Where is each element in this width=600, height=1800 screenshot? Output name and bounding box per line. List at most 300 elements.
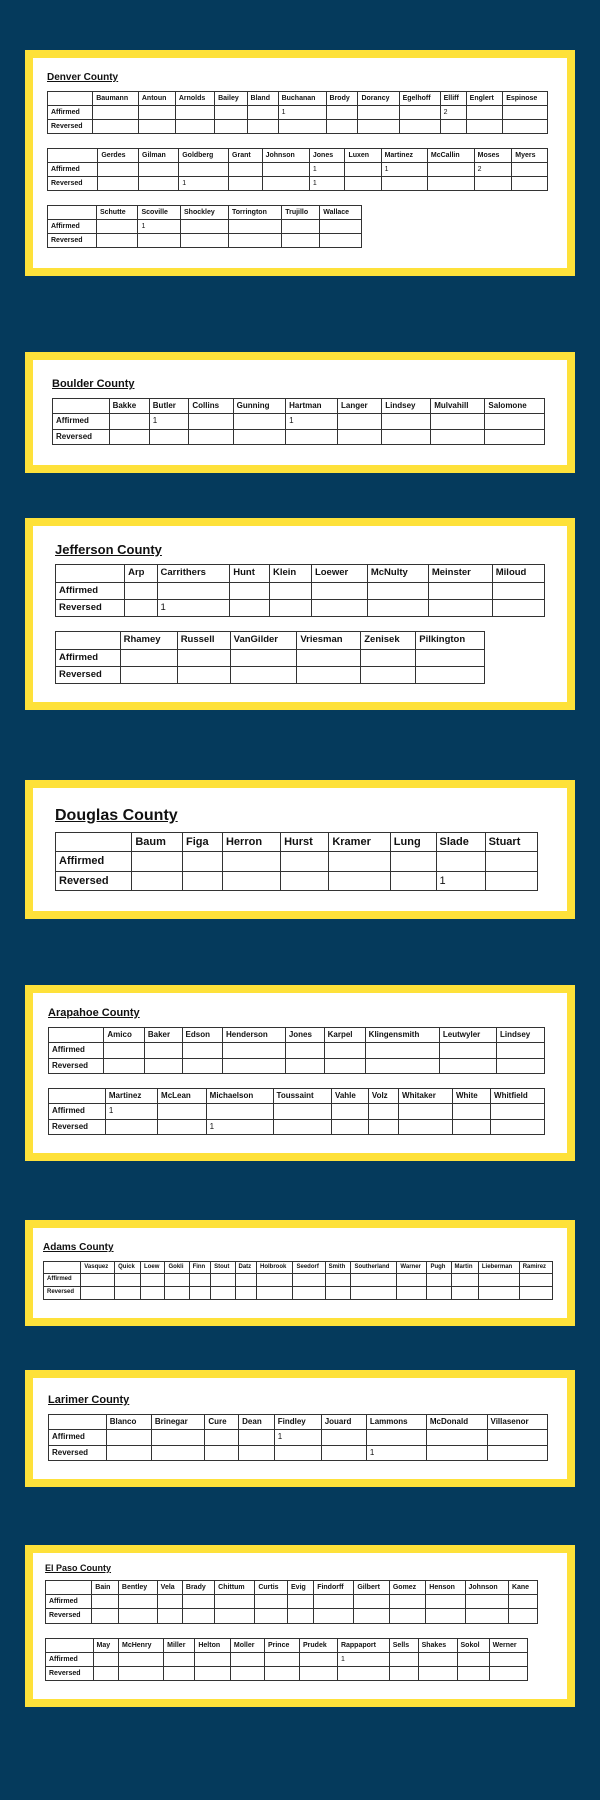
reversed-count-cell [183, 871, 223, 890]
row-label: Reversed [49, 1119, 106, 1134]
judge-name-header: Carrithers [157, 565, 230, 582]
reversed-row [49, 1058, 545, 1073]
judge-name-header: Trujillo [282, 206, 320, 220]
affirmed-row [46, 1595, 538, 1609]
reversed-count-cell [98, 176, 139, 190]
judge-name-header: Findley [274, 1414, 321, 1429]
judge-name-header: Arnolds [175, 91, 214, 105]
judge-name-header: Jones [309, 148, 345, 162]
reversed-count-cell [81, 1287, 115, 1300]
judge-name-header: Gerdes [98, 148, 139, 162]
affirmed-count-cell [288, 1595, 314, 1609]
judge-name-header: Bentley [118, 1581, 157, 1595]
reversed-count-cell [109, 429, 149, 444]
affirmed-count-cell [98, 162, 139, 176]
affirmed-count-cell: 1 [105, 1104, 157, 1119]
corner-cell [48, 148, 98, 162]
judge-name-header: Russell [177, 632, 230, 649]
row-label: Reversed [49, 1058, 104, 1073]
judge-name-header: Rappaport [337, 1638, 389, 1652]
row-label: Reversed [46, 1666, 94, 1680]
affirmed-count-cell [230, 649, 297, 666]
county-title: Arapahoe County [48, 1007, 140, 1019]
reversed-count-cell [491, 1119, 545, 1134]
affirmed-count-cell [361, 649, 416, 666]
row-label: Reversed [46, 1609, 92, 1623]
judge-name-header: Henson [426, 1581, 465, 1595]
reversed-count-cell [512, 176, 548, 190]
judge-name-header: Gilman [139, 148, 179, 162]
header-row [46, 1638, 528, 1652]
boulder-county-panel [25, 352, 575, 473]
reversed-row [44, 1287, 553, 1300]
affirmed-count-cell [496, 1043, 544, 1058]
reversed-count-cell [141, 1287, 165, 1300]
judge-name-header: Warner [397, 1261, 427, 1274]
reversed-count-cell [239, 1445, 275, 1460]
reversed-count-cell: 1 [206, 1119, 273, 1134]
reversed-count-cell [324, 1058, 365, 1073]
reversed-count-cell [487, 1445, 547, 1460]
reversed-count-cell [465, 1609, 508, 1623]
judge-name-header: Shockley [181, 206, 229, 220]
panel-content [33, 360, 567, 465]
affirmed-row [56, 582, 545, 599]
judge-name-header: Chittum [215, 1581, 255, 1595]
row-label: Affirmed [56, 649, 121, 666]
affirmed-count-cell [139, 162, 179, 176]
reversed-count-cell [426, 1609, 465, 1623]
reversed-count-cell [105, 1119, 157, 1134]
affirmed-count-cell [205, 1430, 239, 1445]
judge-name-header: Loew [141, 1261, 165, 1274]
affirmed-count-cell [399, 105, 440, 119]
corner-cell [49, 1088, 106, 1103]
affirmed-row [44, 1274, 553, 1287]
judge-name-header: Pugh [427, 1261, 451, 1274]
row-label: Affirmed [48, 105, 93, 119]
county-title: Adams County [43, 1242, 114, 1253]
reversed-count-cell [300, 1666, 338, 1680]
affirmed-count-cell [325, 1274, 351, 1287]
affirmed-count-cell [230, 1652, 264, 1666]
judge-name-header: McNulty [367, 565, 428, 582]
affirmed-count-cell [418, 1652, 457, 1666]
affirmed-count-cell [426, 1430, 487, 1445]
reversed-count-cell [466, 119, 503, 133]
row-label: Affirmed [48, 162, 98, 176]
affirmed-count-cell [206, 1104, 273, 1119]
affirmed-count-cell [165, 1274, 189, 1287]
affirmed-count-cell [519, 1274, 552, 1287]
reversed-count-cell [474, 176, 512, 190]
affirmed-count-cell [144, 1043, 182, 1058]
row-label: Affirmed [49, 1043, 104, 1058]
judge-table [45, 1638, 528, 1681]
judge-name-header: Torrington [228, 206, 281, 220]
judge-name-header: Dean [239, 1414, 275, 1429]
reversed-count-cell [427, 176, 474, 190]
judge-name-header: Lieberman [478, 1261, 519, 1274]
jefferson-county-panel [25, 518, 575, 710]
reversed-count-cell [428, 599, 492, 616]
judge-table [55, 631, 485, 684]
affirmed-count-cell [211, 1274, 235, 1287]
judge-name-header: Ramirez [519, 1261, 552, 1274]
affirmed-count-cell [452, 1104, 490, 1119]
affirmed-count-cell [151, 1430, 204, 1445]
panel-content [33, 993, 567, 1153]
reversed-count-cell [389, 1609, 425, 1623]
corner-cell [46, 1638, 94, 1652]
header-row [56, 833, 538, 852]
reversed-count-cell [320, 234, 362, 248]
reversed-count-cell [177, 666, 230, 683]
judge-name-header: Scoville [138, 206, 181, 220]
row-label: Affirmed [44, 1274, 81, 1287]
judge-name-header: Hartman [286, 398, 338, 413]
reversed-count-cell [132, 871, 183, 890]
row-label: Reversed [56, 599, 125, 616]
judge-table [47, 148, 548, 191]
douglas-county-panel [25, 780, 575, 919]
affirmed-count-cell [104, 1043, 144, 1058]
reversed-count-cell [215, 1609, 255, 1623]
reversed-count-cell [321, 1445, 366, 1460]
judge-name-header: Moses [474, 148, 512, 162]
affirmed-count-cell [264, 1652, 299, 1666]
reversed-row [46, 1609, 538, 1623]
affirmed-count-cell [478, 1274, 519, 1287]
judge-name-header: Brinegar [151, 1414, 204, 1429]
affirmed-count-cell [270, 582, 312, 599]
judge-name-header: Miller [164, 1638, 195, 1652]
reversed-count-cell [144, 1058, 182, 1073]
judge-name-header: Bland [247, 91, 278, 105]
judge-name-header: Martin [451, 1261, 478, 1274]
reversed-count-cell [106, 1445, 151, 1460]
reversed-count-cell [286, 429, 338, 444]
reversed-count-cell [457, 1666, 489, 1680]
affirmed-count-cell [503, 105, 548, 119]
affirmed-count-cell [390, 852, 436, 871]
affirmed-count-cell [382, 414, 431, 429]
row-label: Affirmed [53, 414, 110, 429]
judge-name-header: Seedorf [293, 1261, 325, 1274]
reversed-count-cell [125, 599, 157, 616]
reversed-count-cell [281, 871, 329, 890]
affirmed-count-cell [181, 220, 229, 234]
judge-name-header: Herron [222, 833, 280, 852]
row-label: Reversed [44, 1287, 81, 1300]
judge-name-header: Klingensmith [365, 1027, 439, 1042]
reversed-count-cell [228, 234, 281, 248]
reversed-count-cell [326, 119, 358, 133]
judge-table [55, 832, 538, 891]
affirmed-count-cell: 1 [337, 1652, 389, 1666]
reversed-count-cell [139, 176, 179, 190]
affirmed-count-cell [215, 105, 247, 119]
reversed-count-cell [519, 1287, 552, 1300]
reversed-count-cell [416, 666, 485, 683]
reversed-count-cell [382, 429, 431, 444]
judge-table [47, 205, 362, 248]
judge-table [48, 1027, 545, 1074]
affirmed-count-cell [489, 1652, 527, 1666]
reversed-count-cell [93, 119, 139, 133]
row-label: Reversed [49, 1445, 107, 1460]
judge-name-header: Lammons [366, 1414, 426, 1429]
judge-name-header: Stuart [485, 833, 537, 852]
reversed-count-cell [354, 1609, 390, 1623]
affirmed-row [48, 220, 362, 234]
corner-cell [49, 1414, 107, 1429]
affirmed-row [49, 1043, 545, 1058]
header-row [56, 632, 485, 649]
reversed-count-cell [314, 1609, 354, 1623]
reversed-count-cell [222, 871, 280, 890]
affirmed-count-cell [436, 852, 485, 871]
affirmed-count-cell [427, 1274, 451, 1287]
reversed-count-cell [264, 1666, 299, 1680]
affirmed-count-cell [331, 1104, 368, 1119]
header-row [56, 565, 545, 582]
judge-name-header: McCallin [427, 148, 474, 162]
judge-name-header: Jouard [321, 1414, 366, 1429]
reversed-count-cell [247, 119, 278, 133]
reversed-count-cell [189, 1287, 211, 1300]
affirmed-count-cell [233, 414, 285, 429]
reversed-count-cell [235, 1287, 257, 1300]
reversed-count-cell [399, 1119, 453, 1134]
judge-name-header: Lindsey [496, 1027, 544, 1042]
affirmed-count-cell [512, 162, 548, 176]
affirmed-count-cell [326, 105, 358, 119]
corner-cell [56, 565, 125, 582]
judge-table [48, 1088, 545, 1135]
reversed-count-cell [282, 234, 320, 248]
affirmed-count-cell [138, 105, 175, 119]
arapahoe-county-panel [25, 985, 575, 1161]
affirmed-count-cell [189, 414, 233, 429]
reversed-count-cell [397, 1287, 427, 1300]
judge-name-header: Johnson [262, 148, 309, 162]
reversed-count-cell [361, 666, 416, 683]
reversed-count-cell [274, 1445, 321, 1460]
panel-content [33, 788, 567, 911]
affirmed-count-cell [177, 649, 230, 666]
reversed-count-cell [119, 1666, 164, 1680]
header-row [49, 1088, 545, 1103]
reversed-count-cell [426, 1445, 487, 1460]
reversed-count-cell [285, 1058, 324, 1073]
corner-cell [46, 1581, 92, 1595]
judge-name-header: Datz [235, 1261, 257, 1274]
affirmed-count-cell [182, 1043, 222, 1058]
affirmed-count-cell [431, 414, 485, 429]
affirmed-row [49, 1430, 548, 1445]
reversed-count-cell [92, 1609, 119, 1623]
affirmed-count-cell [125, 582, 157, 599]
reversed-count-cell [270, 599, 312, 616]
affirmed-count-cell [93, 1652, 118, 1666]
judge-name-header: Cure [205, 1414, 239, 1429]
reversed-count-cell [311, 599, 367, 616]
denver-county-panel [25, 50, 575, 276]
judge-name-header: VanGilder [230, 632, 297, 649]
reversed-count-cell [157, 1609, 182, 1623]
affirmed-count-cell [426, 1595, 465, 1609]
reversed-count-cell [331, 1119, 368, 1134]
reversed-count-cell [489, 1666, 527, 1680]
judge-name-header: McLean [158, 1088, 207, 1103]
affirmed-count-cell [389, 1652, 418, 1666]
affirmed-count-cell [109, 414, 149, 429]
county-title: Jefferson County [55, 542, 162, 557]
affirmed-count-cell [358, 105, 399, 119]
row-label: Reversed [56, 666, 121, 683]
judge-name-header: Edson [182, 1027, 222, 1042]
affirmed-count-cell [247, 105, 278, 119]
header-row [48, 206, 362, 220]
affirmed-count-cell [508, 1595, 537, 1609]
affirmed-row [56, 852, 538, 871]
affirmed-count-cell [106, 1430, 151, 1445]
panel-content [33, 526, 567, 702]
judge-table [48, 1414, 548, 1461]
affirmed-count-cell [81, 1274, 115, 1287]
judge-name-header: Vahle [331, 1088, 368, 1103]
reversed-count-cell [257, 1287, 293, 1300]
affirmed-count-cell [262, 162, 309, 176]
judge-name-header: Vela [157, 1581, 182, 1595]
reversed-count-cell [508, 1609, 537, 1623]
reversed-row [49, 1119, 545, 1134]
reversed-count-cell [399, 119, 440, 133]
reversed-count-cell [329, 871, 390, 890]
county-title: El Paso County [45, 1563, 112, 1573]
reversed-row [53, 429, 545, 444]
reversed-row [56, 871, 538, 890]
judge-name-header: Martinez [105, 1088, 157, 1103]
corner-cell [44, 1261, 81, 1274]
reversed-count-cell [365, 1058, 439, 1073]
row-label: Reversed [56, 871, 132, 890]
affirmed-count-cell [367, 582, 428, 599]
judge-name-header: Johnson [465, 1581, 508, 1595]
judge-name-header: Collins [189, 398, 233, 413]
row-label: Affirmed [46, 1652, 94, 1666]
judge-name-header: Bain [92, 1581, 119, 1595]
county-title: Douglas County [55, 807, 178, 824]
header-row [53, 398, 545, 413]
judge-name-header: Lindsey [382, 398, 431, 413]
reversed-count-cell [478, 1287, 519, 1300]
affirmed-count-cell [311, 582, 367, 599]
affirmed-count-cell [293, 1274, 325, 1287]
judge-name-header: McDonald [426, 1414, 487, 1429]
affirmed-count-cell [228, 220, 281, 234]
reversed-count-cell: 1 [157, 599, 230, 616]
panel-content [33, 1228, 567, 1318]
county-title: Boulder County [52, 378, 135, 390]
reversed-row [49, 1445, 548, 1460]
row-label: Reversed [53, 429, 110, 444]
reversed-count-cell [164, 1666, 195, 1680]
reversed-count-cell [293, 1287, 325, 1300]
affirmed-count-cell [257, 1274, 293, 1287]
affirmed-row [53, 414, 545, 429]
reversed-count-cell [485, 871, 537, 890]
judge-name-header: Volz [368, 1088, 398, 1103]
judge-name-header: Lung [390, 833, 436, 852]
affirmed-count-cell [314, 1595, 354, 1609]
affirmed-count-cell [351, 1274, 397, 1287]
judge-name-header: Sells [389, 1638, 418, 1652]
reversed-count-cell [367, 599, 428, 616]
affirmed-count-cell [223, 1043, 286, 1058]
judge-name-header: Karpel [324, 1027, 365, 1042]
row-label: Affirmed [56, 852, 132, 871]
judge-name-header: Stout [211, 1261, 235, 1274]
affirmed-count-cell [451, 1274, 478, 1287]
judge-name-header: Luxen [345, 148, 381, 162]
judge-name-header: Quick [115, 1261, 141, 1274]
judge-name-header: Curtis [255, 1581, 288, 1595]
corner-cell [56, 632, 121, 649]
row-label: Reversed [48, 119, 93, 133]
affirmed-count-cell [368, 1104, 398, 1119]
judge-table [55, 564, 545, 617]
affirmed-count-cell [141, 1274, 165, 1287]
reversed-count-cell [175, 119, 214, 133]
reversed-count-cell [138, 234, 181, 248]
reversed-count-cell: 1 [436, 871, 485, 890]
reversed-count-cell [138, 119, 175, 133]
judge-name-header: Jones [285, 1027, 324, 1042]
judge-table [45, 1580, 538, 1623]
judge-name-header: Meinster [428, 565, 492, 582]
affirmed-count-cell [354, 1595, 390, 1609]
row-label: Reversed [48, 234, 97, 248]
affirmed-count-cell [175, 105, 214, 119]
affirmed-count-cell [329, 852, 390, 871]
affirmed-count-cell [120, 649, 177, 666]
affirmed-count-cell [491, 1104, 545, 1119]
judge-name-header: Toussaint [273, 1088, 331, 1103]
affirmed-count-cell [485, 852, 537, 871]
reversed-count-cell [96, 234, 138, 248]
judge-name-header: Buchanan [278, 91, 326, 105]
affirmed-count-cell [115, 1274, 141, 1287]
reversed-count-cell [149, 429, 189, 444]
judge-name-header: McHenry [119, 1638, 164, 1652]
reversed-count-cell [485, 429, 545, 444]
judge-name-header: Mulvahill [431, 398, 485, 413]
affirmed-count-cell [282, 220, 320, 234]
affirmed-count-cell [281, 852, 329, 871]
reversed-count-cell [215, 119, 247, 133]
reversed-count-cell [337, 429, 381, 444]
reversed-count-cell [325, 1287, 351, 1300]
affirmed-count-cell [365, 1043, 439, 1058]
affirmed-count-cell [399, 1104, 453, 1119]
reversed-count-cell [389, 1666, 418, 1680]
judge-name-header: Leutwyler [439, 1027, 496, 1042]
judge-name-header: Evig [288, 1581, 314, 1595]
affirmed-count-cell [487, 1430, 547, 1445]
panel-content [33, 58, 567, 268]
